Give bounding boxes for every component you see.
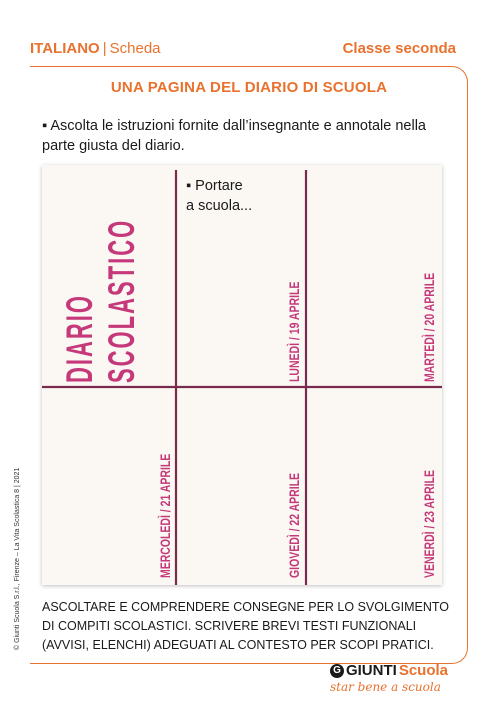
page-header (30, 40, 456, 60)
diary-title-line2: SCOLASTICO (99, 218, 143, 383)
giunti-g-icon: G (330, 664, 344, 678)
learning-objectives: ASCOLTARE E COMPRENDERE CONSEGNE PER LO SVOLGIMENTO DI COMPITI SCOLASTICI. SCRIVERE BREVI TESTI FUNZIONALI (AVVISI, ELENCHI) ADEGUATI AL CONTESTO PER SCOPI PRATICI. (42, 600, 450, 652)
instruction-text: ▪ Ascolta le istruzioni fornite dall’insegnante e annotale nella parte giusta del diario. (42, 118, 426, 154)
day-label-thursday: GIOVEDÌ / 22 APRILE (286, 472, 303, 578)
diary-title-line1: DIARIO (57, 294, 101, 383)
section-label: Scheda (109, 40, 161, 57)
day-label-monday: LUNEDÌ / 19 APRILE (286, 281, 303, 382)
logo-brand: GIUNTI (345, 662, 397, 679)
day-label-tuesday: MARTEDÌ / 20 APRILE (421, 272, 438, 382)
grade-label: Classe seconda (342, 40, 456, 57)
diary-note-line2: a scuola... (186, 198, 253, 214)
header-subject-group (30, 40, 161, 57)
copyright-credit: © Giunti Scuola S.r.l., Firenze – La Vita Scolastica 8 | 2021 (14, 467, 21, 650)
logo-brand-suffix: Scuola (398, 662, 448, 679)
diary-page (42, 165, 442, 585)
publisher-logo (330, 662, 448, 694)
header-separator: | (102, 40, 107, 57)
diary-note (186, 176, 252, 216)
day-label-friday: VENERDÌ / 23 APRILE (421, 470, 438, 578)
diary-note-line1: ▪ Portare (186, 178, 243, 194)
logo-tagline: star bene a scuola (329, 680, 441, 694)
subject-label: ITALIANO (30, 40, 100, 57)
worksheet-title: UNA PAGINA DEL DIARIO DI SCUOLA (110, 79, 388, 96)
day-label-wednesday: MERCOLEDÌ / 21 APRILE (157, 453, 174, 578)
